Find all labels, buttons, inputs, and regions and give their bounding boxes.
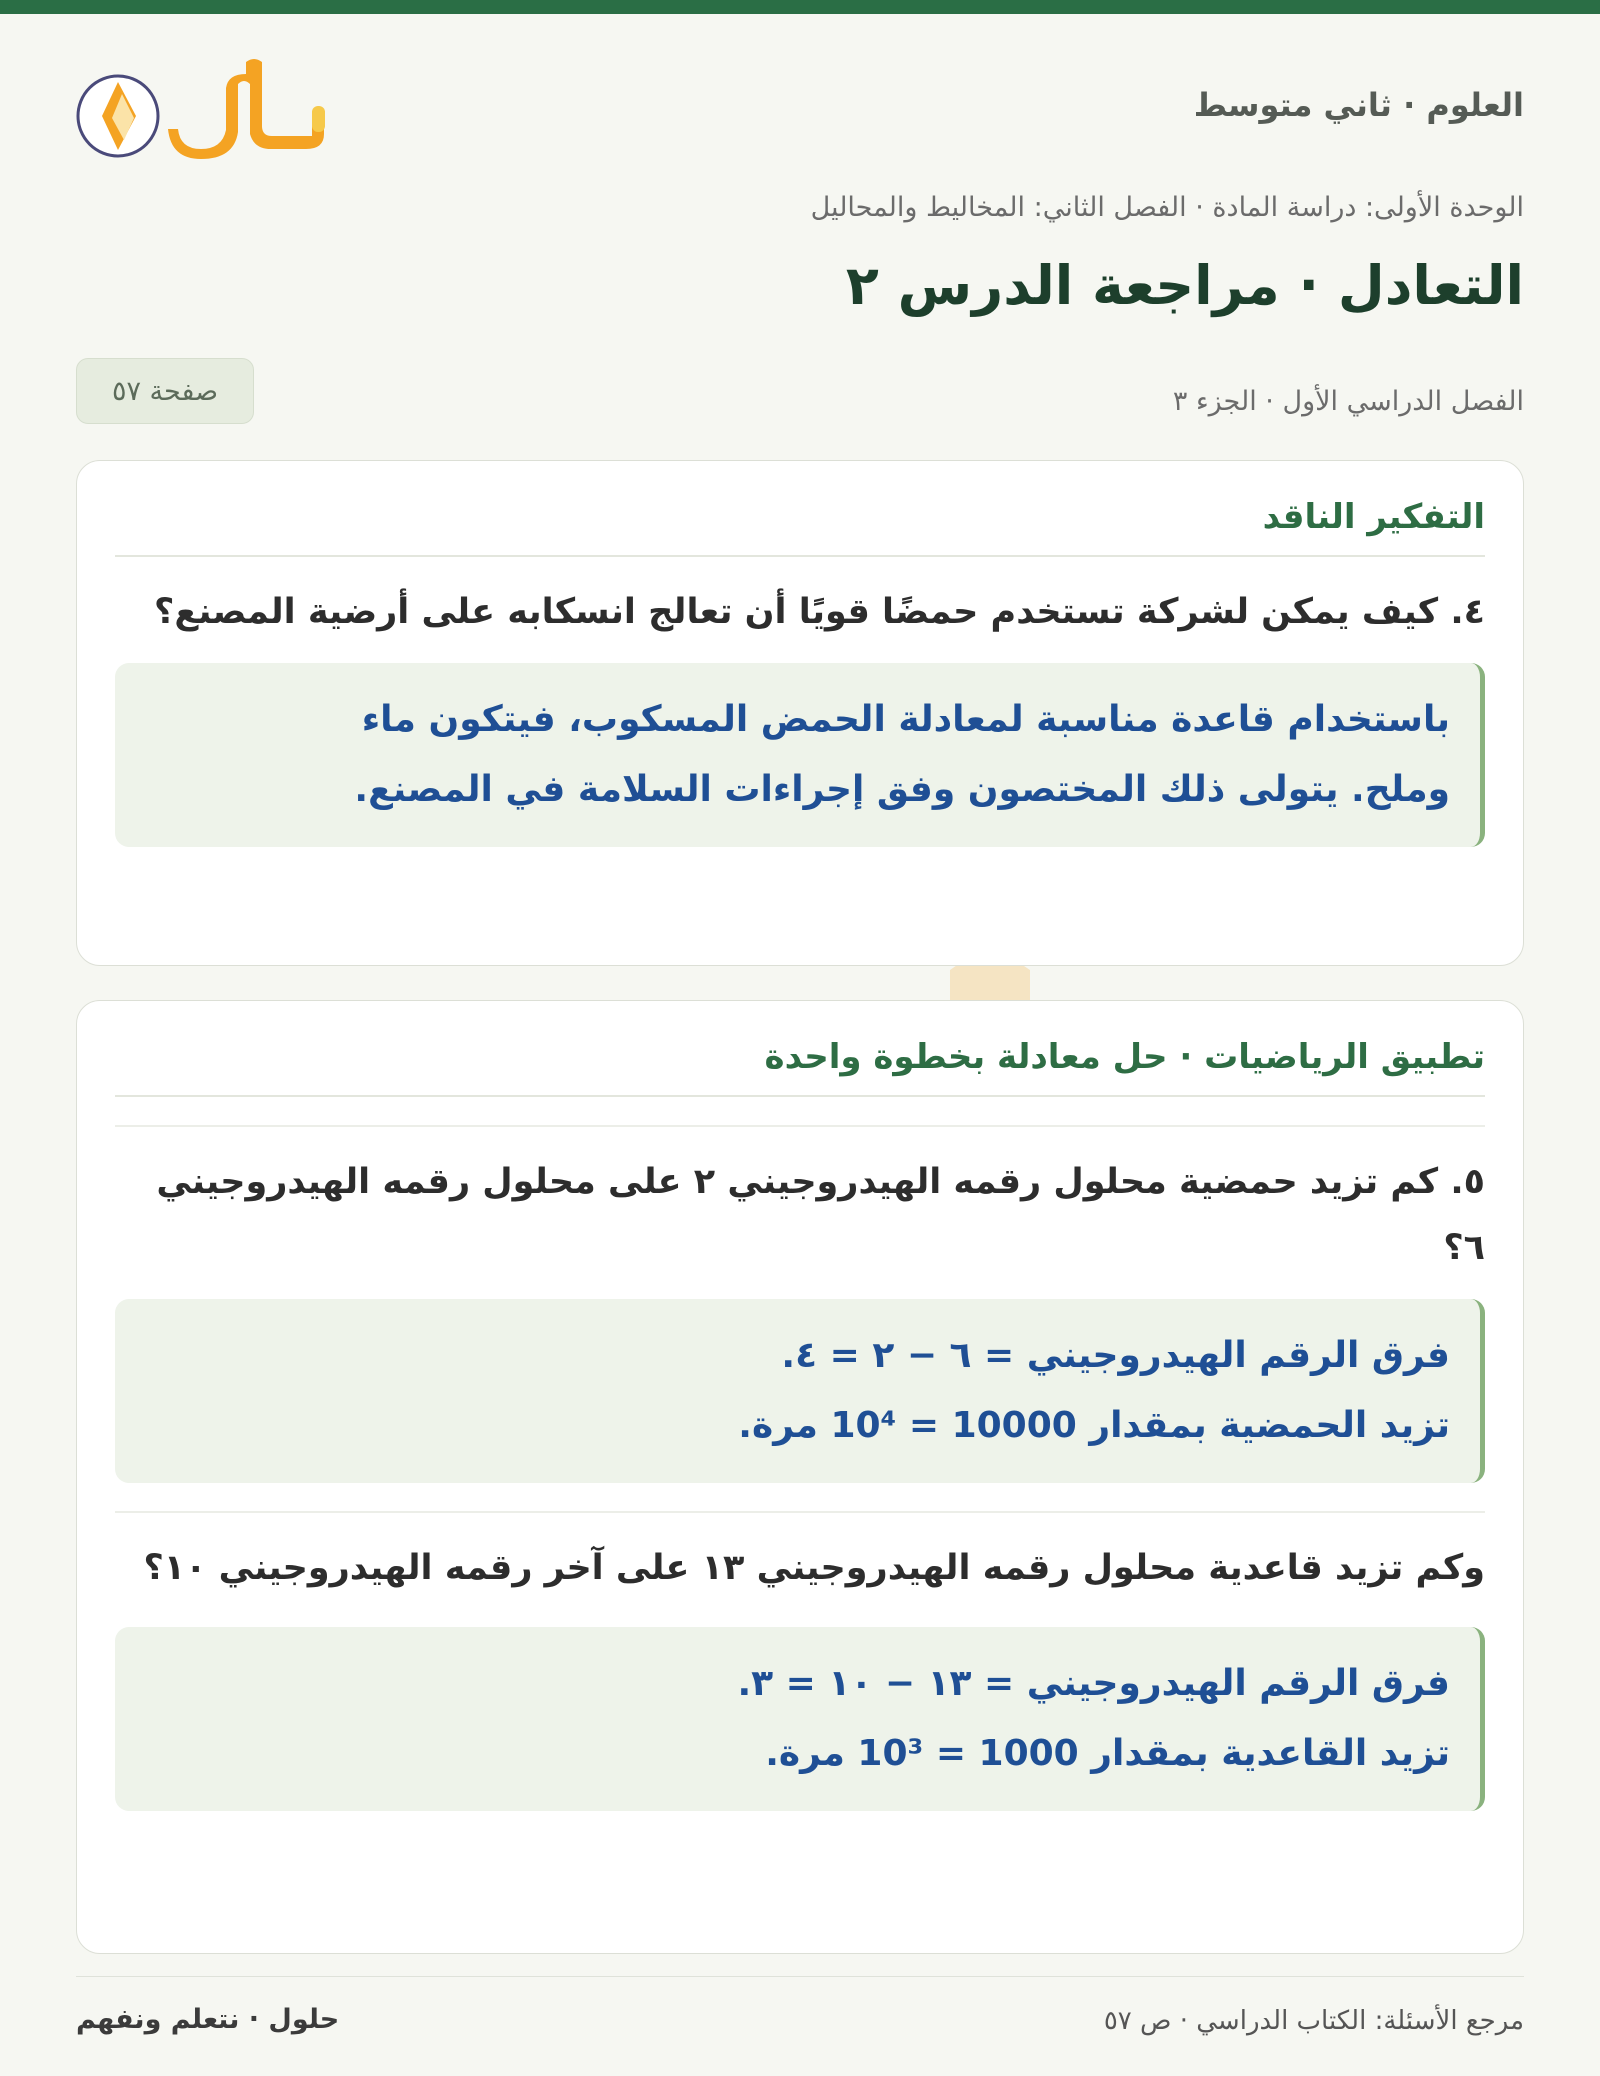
question-5b: وكم تزيد قاعدية محلول رقمه الهيدروجيني ١٣ على آخر رقمه الهيدروجيني ١٠؟ [143, 1548, 1485, 1588]
section-title: تطبيق الرياضيات · حل معادلة بخطوة واحدة [115, 1001, 1485, 1097]
footer-divider [76, 1976, 1524, 1977]
footer-reference: مرجع الأسئلة: الكتاب الدراسي · ص ٥٧ [1103, 2006, 1524, 2036]
section-title: التفكير الناقد [115, 461, 1485, 557]
divider [115, 1511, 1485, 1513]
answer-5b [115, 1627, 1485, 1811]
answer-5 [115, 1299, 1485, 1483]
page-number-badge: صفحة ٥٧ [76, 358, 254, 424]
hulul-logo[interactable] [76, 54, 336, 174]
header [76, 14, 1524, 166]
answer-line: فرق الرقم الهيدروجيني = ٦ − ٢ = ٤. [781, 1335, 1450, 1376]
divider [115, 1125, 1485, 1127]
answer-line: تزيد الحمضية بمقدار 10000 = 10⁴ مرة. [738, 1405, 1450, 1446]
question-4: ٤. كيف يمكن لشركة تستخدم حمضًا قويًا أن تعالج انسكابه على أرضية المصنع؟ [154, 592, 1485, 632]
top-accent-bar [0, 0, 1600, 14]
footer-brand: حلول · نتعلم ونفهم [76, 2004, 340, 2035]
breadcrumb: الوحدة الأولى: دراسة المادة · الفصل الثاني: المخاليط والمحاليل [810, 192, 1524, 223]
answer-line: فرق الرقم الهيدروجيني = ١٣ − ١٠ = ٣. [737, 1663, 1450, 1704]
math-application-card [76, 1000, 1524, 1954]
answer-4 [115, 663, 1485, 847]
answer-line: تزيد القاعدية بمقدار 1000 = 10³ مرة. [765, 1733, 1450, 1774]
question-5: ٥. كم تزيد حمضية محلول رقمه الهيدروجيني ٢ على محلول رقمه الهيدروجيني ٦؟ [156, 1162, 1485, 1268]
page-title: التعادل · مراجعة الدرس ٢ [845, 254, 1524, 317]
semester-info: الفصل الدراسي الأول · الجزء ٣ [1172, 386, 1524, 417]
answer-line: وملح. يتولى ذلك المختصون وفق إجراءات السلامة في المصنع. [354, 769, 1450, 810]
critical-thinking-card [76, 460, 1524, 966]
subject-label: العلوم · ثاني متوسط [1193, 86, 1524, 124]
answer-line: باستخدام قاعدة مناسبة لمعادلة الحمض المسكوب، فيتكون ماء [361, 699, 1450, 740]
